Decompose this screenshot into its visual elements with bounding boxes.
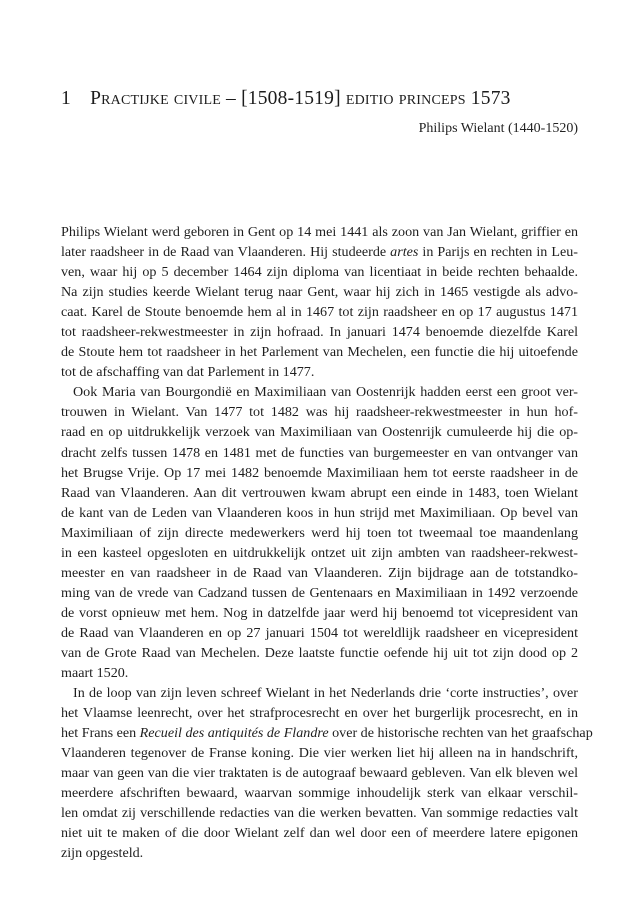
text-line: niet uit te maken of die door Wielant zelf dan wel door een of meerdere latere epigonen [61,825,578,842]
text-line: van de Grote Raad van Mechelen. Deze laatste functie oefende hij uit tot zijn dood op 2 [61,644,578,661]
text-line: dracht zelfs tussen 1478 en 1481 met de functies van burgemeester en van ontvanger van [61,444,578,461]
text-line: later raadsheer in de Raad van Vlaanderen. Hij studeerde artes in Parijs en rechten in Leu- [61,244,578,261]
text-line: de Stoute hem tot raadsheer in het Parlement van Mechelen, een functie die hij uitoefende [61,344,578,361]
paragraph [61,382,578,683]
text-line: Philips Wielant werd geboren in Gent op 14 mei 1441 als zoon van Jan Wielant, griffier en [61,224,578,240]
text-line: meester en van raadsheer in de Raad van Vlaanderen. Zijn bijdrage aan de totstandko- [61,564,578,581]
text-line: tot raadsheer-rekwestmeester in zijn hofraad. In januari 1474 benoemde diezelfde Karel [61,324,578,341]
text-line: trouwen in Wielant. Van 1477 tot 1482 was hij raadsheer-rekwestmeester in hun hof- [61,404,578,421]
text-line: zijn opgesteld. [61,845,144,862]
text-line: de kant van de Leden van Vlaanderen koos in hun strijd met Maximiliaan. Op bevel van [61,504,578,521]
text-line: tot de afschaffing van dat Parlement in 1477. [61,364,315,381]
chapter-number: 1 [61,88,71,109]
chapter-title: Practijke civile – [1508-1519] editio princeps 1573 [90,88,511,109]
paragraph [61,222,578,382]
text-line: ven, waar hij op 5 december 1464 zijn diploma van licentiaat in beide rechten behaalde. [61,264,578,281]
italic-title: artes [390,244,419,261]
italic-title: Recueil des antiquités de Flandre [139,725,329,742]
text-line: caat. Karel de Stoute benoemde hem al in 1467 tot zijn raadsheer en op 17 augustus 1471 [61,304,578,321]
text-line: het Frans een Recueil des antiquités de Flandre over de historische rechten van het graafschap [61,725,593,742]
text-line: de vorst opnieuw met hem. Nog in datzelfde jaar werd hij benoemd tot vicepresident van [61,604,578,621]
text-line: len omdat zij verschillende redacties van die werken bevatten. Van sommige redacties valt [61,805,578,822]
text-line: Maximiliaan of zijn directe medewerkers werd hij toen tot tweemaal toe maandenlang [61,524,578,541]
text-line: het Vlaamse leenrecht, over het strafprocesrecht en over het burgerlijk procesrecht, en in [61,705,578,722]
text-line: in een kasteel opgesloten en uitdrukkelijk ontzet uit zijn ambten van raadsheer-rekwest- [61,544,578,561]
text-line: maart 1520. [61,665,129,682]
text-line: Vlaanderen tegenover de Franse koning. Die vier werken liet hij alleen na in handschrift, [61,745,578,762]
paragraph [61,683,593,863]
text-line: In de loop van zijn leven schreef Wielant in het Nederlands drie ‘corte instructies’, over [73,685,578,702]
text-line: meerdere afschriften bewaard, waarvan sommige inhoudelijk sterk van elkaar verschil- [61,785,578,802]
text-line: de Raad van Vlaanderen en op 27 januari 1504 tot wereldlijk raadsheer en vicepresident [61,624,578,641]
text-line: het Brugse Vrije. Op 17 mei 1482 benoemde Maximiliaan hem tot eerste raadsheer in de [61,464,578,481]
text-line: Raad van Vlaanderen. Aan dit vertrouwen kwam abrupt een einde in 1483, toen Wielant [61,484,578,501]
text-line: Na zijn studies keerde Wielant terug naar Gent, waar hij zich in 1465 vestigde als advo- [61,284,578,301]
author-byline: Philips Wielant (1440-1520) [418,121,578,136]
text-line: maar van geen van die vier traktaten is de autograaf bewaard gebleven. Van elk bleven wel [61,765,578,782]
text-line: Ook Maria van Bourgondië en Maximiliaan van Oostenrijk hadden eerst een groot ver- [73,384,578,401]
body-text [61,222,593,864]
text-line: ming van de vrede van Cadzand tussen de Gentenaars en Maximiliaan in 1492 verzoende [61,584,578,601]
chapter-heading [61,88,581,110]
text-line: raad en op uitdrukkelijk verzoek van Maximiliaan van Oostenrijk cumuleerde hij die op- [61,424,578,441]
